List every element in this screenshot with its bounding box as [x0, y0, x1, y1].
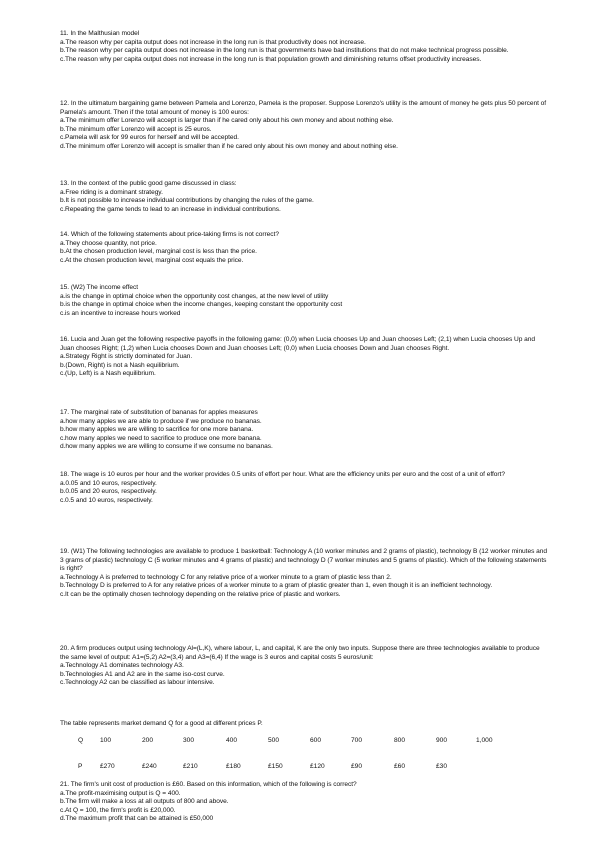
question-stem: The marginal rate of substitution of bananas for apples measures [70, 409, 258, 416]
option-a: a.Technology A is preferred to technology C for any relative price of a worker minute to a gram of plastic less than 2. [60, 573, 392, 581]
question-stem: In the ultimatum bargaining game between Pamela and Lorenzo, Pamela is the proposer. Suppose Lorenzo's utility is the amount of money he gets plus 50 percent of Pamela's amount. Then if the total amount of money is 100 euros: [60, 100, 547, 116]
option-b: b.is the change in optimal choice when the income changes, keeping constant the opportunity cost [60, 301, 343, 309]
option-c: c.Pamela will ask for 99 euros for herself and will be accepted. [60, 134, 239, 142]
p-cell: £120 [310, 763, 325, 770]
question-21 [60, 781, 548, 824]
table-intro [60, 720, 548, 729]
option-b: b.At the chosen production level, marginal cost is less than the price. [60, 248, 257, 256]
option-d: d.The maximum profit that can be attained is £50,000 [60, 815, 214, 823]
question-number: 21. [60, 781, 71, 788]
option-a: a.is the change in optimal choice when the opportunity cost changes, at the new level of utility [60, 292, 329, 300]
question-stem: Lucia and Juan get the following respective payoffs in the following game: (0,0) when Lucia chooses Up and Juan chooses Left; (2,1) when Lucia chooses Up and Juan chooses Right; (1,2) when Lucia chooses Down and Juan chooses Left; (0,0) when Lucia chooses Down and Juan chooses Right. [60, 336, 535, 352]
q-cell: 500 [268, 737, 280, 744]
question-stem: In the Malthusian model [70, 30, 140, 37]
question-stem: (W2) The income effect [70, 284, 138, 291]
q-cell: 700 [351, 737, 363, 744]
option-b: b.The minimum offer Lorenzo will accept is 25 euros. [60, 125, 212, 133]
option-b: b.It is not possible to increase individual contributions by changing the rules of the game. [60, 197, 314, 205]
question-14 [60, 231, 548, 265]
option-c: c.Technology A2 can be classified as labour intensive. [60, 679, 215, 687]
option-b: b.The firm will make a loss at all outputs of 800 and above. [60, 798, 229, 806]
option-c: c.0.5 and 10 euros, respectively. [60, 496, 153, 504]
option-b: b.The reason why per capita output does not increase in the long run is that governments have bad institutions that do not make technical progress possible. [60, 47, 509, 55]
option-b: b.(Down, Right) is not a Nash equilibrium. [60, 361, 180, 369]
question-19 [60, 548, 548, 600]
question-12 [60, 100, 548, 152]
option-a: a.The reason why per capita output does not increase in the long run is that productivity does not increase. [60, 38, 366, 46]
q-cell: 800 [394, 737, 406, 744]
q-label: Q [78, 737, 84, 744]
option-c: c.Repeating the game tends to lead to an increase in individual contributions. [60, 205, 281, 213]
option-c: c.is an incentive to increase hours worked [60, 309, 181, 317]
p-cell: £60 [394, 763, 406, 770]
option-d: d.The minimum offer Lorenzo will accept is smaller than if he cared only about his own money and about nothing else. [60, 142, 398, 150]
question-number: 14. [60, 231, 71, 238]
p-cell: £240 [142, 763, 157, 770]
q-cell: 400 [226, 737, 238, 744]
question-number: 17. [60, 409, 71, 416]
option-a: a.how many apples we are able to produce if we produce no bananas. [60, 417, 262, 425]
question-stem: Which of the following statements about price-taking firms is not correct? [70, 231, 279, 238]
p-cell: £90 [351, 763, 363, 770]
q-cell: 100 [100, 737, 112, 744]
q-cell: 200 [142, 737, 154, 744]
question-15 [60, 284, 548, 318]
option-d: d.how many apples we are willing to consume if we consume no bananas. [60, 443, 273, 451]
question-number: 19. [60, 548, 71, 555]
option-b: b.Technology D is preferred to A for any relative prices of a worker minute to a gram of plastic greater than 1, even though it is an inefficient technology. [60, 582, 493, 590]
option-c: c.(Up, Left) is a Nash equilibrium. [60, 370, 156, 378]
p-row [78, 763, 538, 772]
q-cell: 900 [436, 737, 448, 744]
question-13 [60, 180, 548, 214]
question-number: 15. [60, 284, 71, 291]
question-16 [60, 336, 548, 379]
option-c: c.The reason why per capita output does not increase in the long run is that population growth and diminishing returns offset productivity increases. [60, 55, 482, 63]
p-cell: £150 [268, 763, 283, 770]
question-18 [60, 471, 548, 505]
option-c: c.At the chosen production level, marginal cost equals the price. [60, 256, 244, 264]
question-number: 16. [60, 336, 71, 343]
p-cell: £270 [100, 763, 115, 770]
option-a: a.0.05 and 10 euros, respectively. [60, 479, 157, 487]
option-b: b.Technologies A1 and A2 are in the same iso-cost curve. [60, 670, 225, 678]
option-a: a.Strategy Right is strictly dominated for Juan. [60, 353, 193, 361]
p-cell: £180 [226, 763, 241, 770]
question-stem: In the context of the public good game discussed in class: [70, 180, 237, 187]
question-11 [60, 30, 548, 64]
question-number: 13. [60, 180, 71, 187]
option-a: a.Free riding is a dominant strategy. [60, 188, 163, 196]
option-c: c.It can be the optimally chosen technology depending on the relative price of plastic and workers. [60, 590, 341, 598]
option-b: b.how many apples we are willing to sacrifice for one more banana. [60, 426, 254, 434]
p-cell: £30 [436, 763, 448, 770]
option-a: a.Technology A1 dominates technology A3. [60, 662, 184, 670]
question-number: 18. [60, 471, 71, 478]
question-number: 20. [60, 645, 71, 652]
option-c: c.how many apples we need to sacrifice to produce one more banana. [60, 434, 262, 442]
question-stem: The firm's unit cost of production is £60. Based on this information, which of the following is correct? [70, 781, 357, 788]
q-cell: 300 [183, 737, 195, 744]
question-stem: (W1) The following technologies are available to produce 1 basketball: Technology A (10 worker minutes and 2 grams of plastic), technology B (12 worker minutes and 3 grams of plastic) technology C (5 worker minutes and 4 grams of plastic) and technology D (7 worker minutes and 5 grams of plastic). Which of the following statements is right? [60, 548, 547, 573]
option-c: c.At Q = 100, the firm's profit is £20,000. [60, 806, 176, 814]
question-stem: The wage is 10 euros per hour and the worker provides 0.5 units of effort per hour. What are the efficiency units per euro and the cost of a unit of effort? [70, 471, 505, 478]
question-number: 11. [60, 30, 71, 37]
question-number: 12. [60, 100, 71, 107]
option-a: a.The profit-maximising output is Q = 400. [60, 789, 181, 797]
question-17 [60, 409, 548, 452]
q-row [78, 737, 538, 746]
p-label: P [78, 763, 83, 770]
option-a: a.They choose quantity, not price. [60, 239, 157, 247]
q-cell: 600 [310, 737, 322, 744]
question-stem: A firm produces output using technology Al=(L,K), where labour, L, and capital, K are the only two inputs. Suppose there are three technologies available to produce the same level of output: A1=(5,2) A2=(3,4) and A3=(6,4) If the wage is 3 euros and capital costs 5 euros/unit: [60, 645, 540, 661]
option-a: a.The minimum offer Lorenzo will accept is larger than if he cared only about his own money and about nothing else. [60, 117, 394, 125]
option-b: b.0.05 and 20 euros, respectively. [60, 488, 157, 496]
q-cell: 1,000 [476, 737, 493, 744]
question-20 [60, 645, 548, 688]
p-cell: £210 [183, 763, 198, 770]
table-note: The table represents market demand Q for a good at different prices P. [60, 720, 263, 727]
